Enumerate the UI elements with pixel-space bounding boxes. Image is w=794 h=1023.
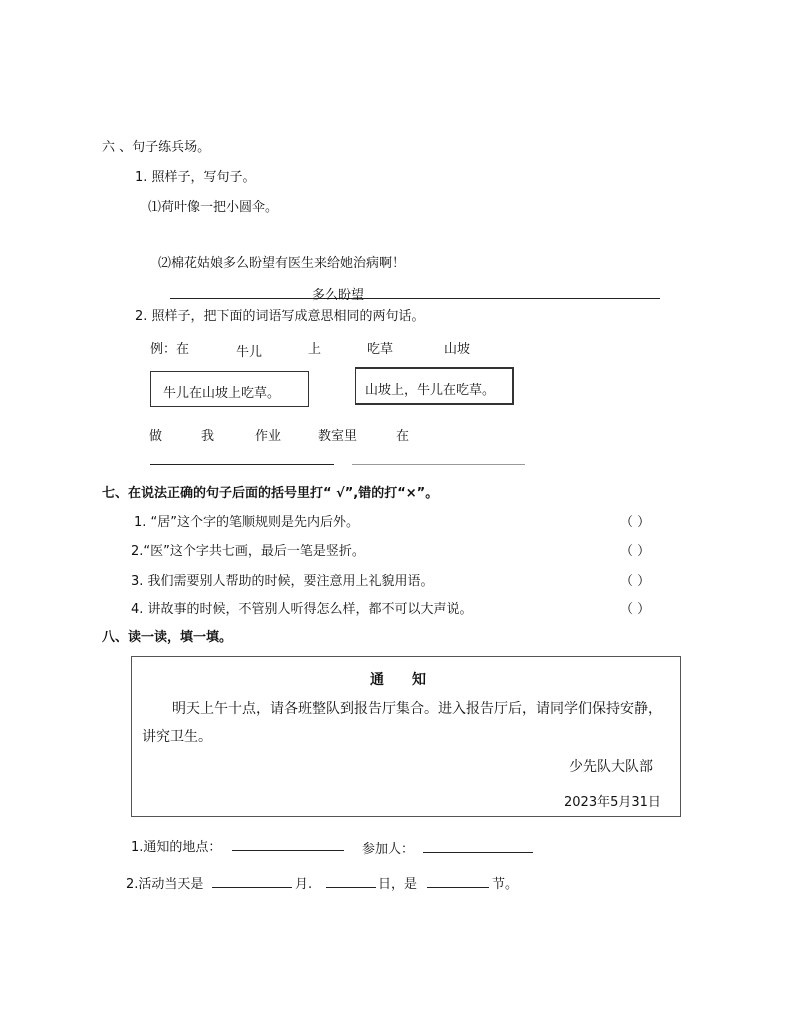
example-answer-box-2 (355, 367, 514, 405)
judge-item: 2.“医”这个字共七画，最后一笔是竖折。 (131, 544, 365, 559)
task-word: 我 (201, 429, 215, 444)
answer-paren[interactable]: （ ） (620, 574, 651, 589)
q2-title: 2. 照样子，把下面的词语写成意思相同的两句话。 (135, 309, 425, 324)
answer-line-q1[interactable] (170, 298, 660, 299)
notice-date: 2023年5月31日 (564, 795, 661, 810)
task-word: 做 (149, 429, 163, 444)
q8-2-suffix: 节。 (492, 877, 519, 892)
example-word: 牛儿 (236, 345, 263, 360)
notice-title: 通 知 (370, 672, 426, 688)
example-word: 山坡 (444, 342, 471, 357)
example-word: 吃草 (367, 342, 394, 357)
notice-box (131, 656, 681, 817)
q8-1-label2: 参加人： (362, 842, 415, 857)
example-answer-box-1 (150, 371, 309, 407)
notice-body-line2: 讲究卫生。 (142, 729, 212, 745)
participants-blank[interactable] (423, 852, 533, 853)
day-blank[interactable] (326, 887, 376, 888)
answer-paren[interactable]: （ ） (620, 515, 651, 530)
answer-paren[interactable]: （ ） (620, 544, 651, 559)
q8-1-label: 1.通知的地点： (131, 840, 222, 855)
q1-item2: ⑵棉花姑娘多么盼望有医生来给她治病啊！ (158, 256, 406, 271)
answer-line-q2-b[interactable] (352, 464, 525, 465)
notice-body-line1: 明天上午十点，请各班整队到报告厅集合。进入报告厅后，请同学们保持安静， (172, 701, 662, 717)
example-answer: 山坡上，牛儿在吃草。 (365, 383, 496, 398)
section6-heading: 六 、句子练兵场。 (102, 140, 211, 155)
q2-example-label: 例：在 (150, 342, 190, 357)
q1-title: 1. 照样子，写句子。 (135, 170, 256, 185)
task-word: 教室里 (318, 429, 358, 444)
section7-heading: 七、在说法正确的句子后面的括号里打“ √”,错的打“×”。 (102, 486, 439, 501)
example-word: 上 (308, 342, 322, 357)
task-word: 作业 (255, 429, 282, 444)
judge-item: 1. “居”这个字的笔顺规则是先内后外。 (134, 515, 360, 530)
month-blank[interactable] (212, 887, 292, 888)
q8-2-prefix: 2.活动当天是 (126, 877, 204, 892)
judge-item: 3. 我们需要别人帮助的时候，要注意用上礼貌用语。 (131, 574, 434, 589)
notice-signature: 少先队大队部 (569, 759, 653, 775)
q8-2-month: 月. (295, 877, 313, 892)
festival-blank[interactable] (427, 887, 489, 888)
answer-paren[interactable]: （ ） (620, 602, 651, 617)
location-blank[interactable] (232, 850, 344, 851)
example-answer: 牛儿在山坡上吃草。 (163, 386, 281, 401)
answer-line-q2-a[interactable] (150, 464, 334, 465)
judge-item: 4. 讲故事的时候，不管别人听得怎么样，都不可以大声说。 (131, 602, 473, 617)
q8-2-day: 日，是 (378, 877, 418, 892)
q1-blank-word: 多么盼望 (312, 288, 365, 303)
task-word: 在 (396, 429, 410, 444)
section8-heading: 八、读一读，填一填。 (102, 630, 233, 645)
q1-item1: ⑴荷叶像一把小圆伞。 (148, 200, 279, 215)
